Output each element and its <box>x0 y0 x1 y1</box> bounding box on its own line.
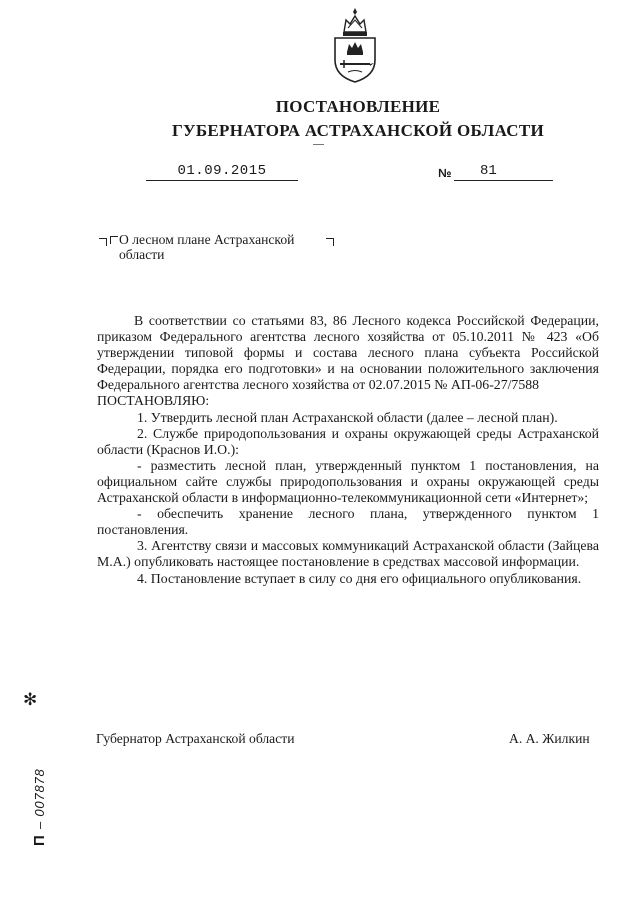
document-subject <box>119 232 294 262</box>
preamble-paragraph: В соответствии со статьями 83, 86 Лесного кодекса Российской Федерации, приказом Федерального агентства лесного хозяйства от 05.10.2011 № 423 «Об утверждении типовой формы и состава лесного плана субъекта Российской Федерации, порядка его подготовки» и на основании положительного заключения Федерального агентства лесного хозяйства от 02.07.2015 № АП-06-27/7588 <box>97 313 599 393</box>
signatory-position: Губернатор Астраханской области <box>96 731 295 746</box>
number-sign: № <box>438 166 452 180</box>
form-serial: – 007878 <box>32 768 47 830</box>
decree-word: ПОСТАНОВЛЯЮ: <box>97 393 210 409</box>
divider-mark <box>313 144 324 145</box>
item-3: 3. Агентству связи и массовых коммуникаций Астраханской области (Зайцева М.А.) опубликовать настоящее постановление в средствах массовой информации. <box>97 538 599 570</box>
subject-corner-left-a <box>99 238 107 246</box>
item-4: 4. Постановление вступает в силу со дня его официального опубликования. <box>137 570 582 586</box>
form-series: П <box>31 834 48 846</box>
document-date: 01.09.2015 <box>146 163 298 181</box>
signatory-name: А. А. Жилкин <box>509 731 590 746</box>
subject-line-2: области <box>119 247 165 262</box>
asterisk-mark: ✻ <box>23 690 38 710</box>
document-title: ПОСТАНОВЛЕНИЕ <box>275 97 441 116</box>
document-number: 81 <box>454 163 553 181</box>
item-2: 2. Службе природопользования и охраны окружающей среды Астраханской области (Краснов И.О.): <box>97 425 599 457</box>
subject-corner-right <box>326 238 334 246</box>
form-serial-number <box>31 768 48 846</box>
astrakhan-coat-of-arms-icon <box>326 6 384 84</box>
subject-line-1: О лесном плане Астраханской <box>119 232 295 247</box>
subject-corner-left-b <box>110 236 118 244</box>
document-issuer: ГУБЕРНАТОРА АСТРАХАНСКОЙ ОБЛАСТИ <box>171 121 545 140</box>
item-2-subitem-b: - обеспечить хранение лесного плана, утвержденного пунктом 1 постановления. <box>97 506 599 538</box>
item-1: 1. Утвердить лесной план Астраханской области (далее – лесной план). <box>137 409 558 425</box>
document-body <box>97 313 599 587</box>
item-2-subitem-a: - разместить лесной план, утвержденный пунктом 1 постановления, на официальном сайте службы природопользования и охраны окружающей среды Астраханской области в информационно-телекоммуникационной сети «Интернет»; <box>97 457 599 506</box>
